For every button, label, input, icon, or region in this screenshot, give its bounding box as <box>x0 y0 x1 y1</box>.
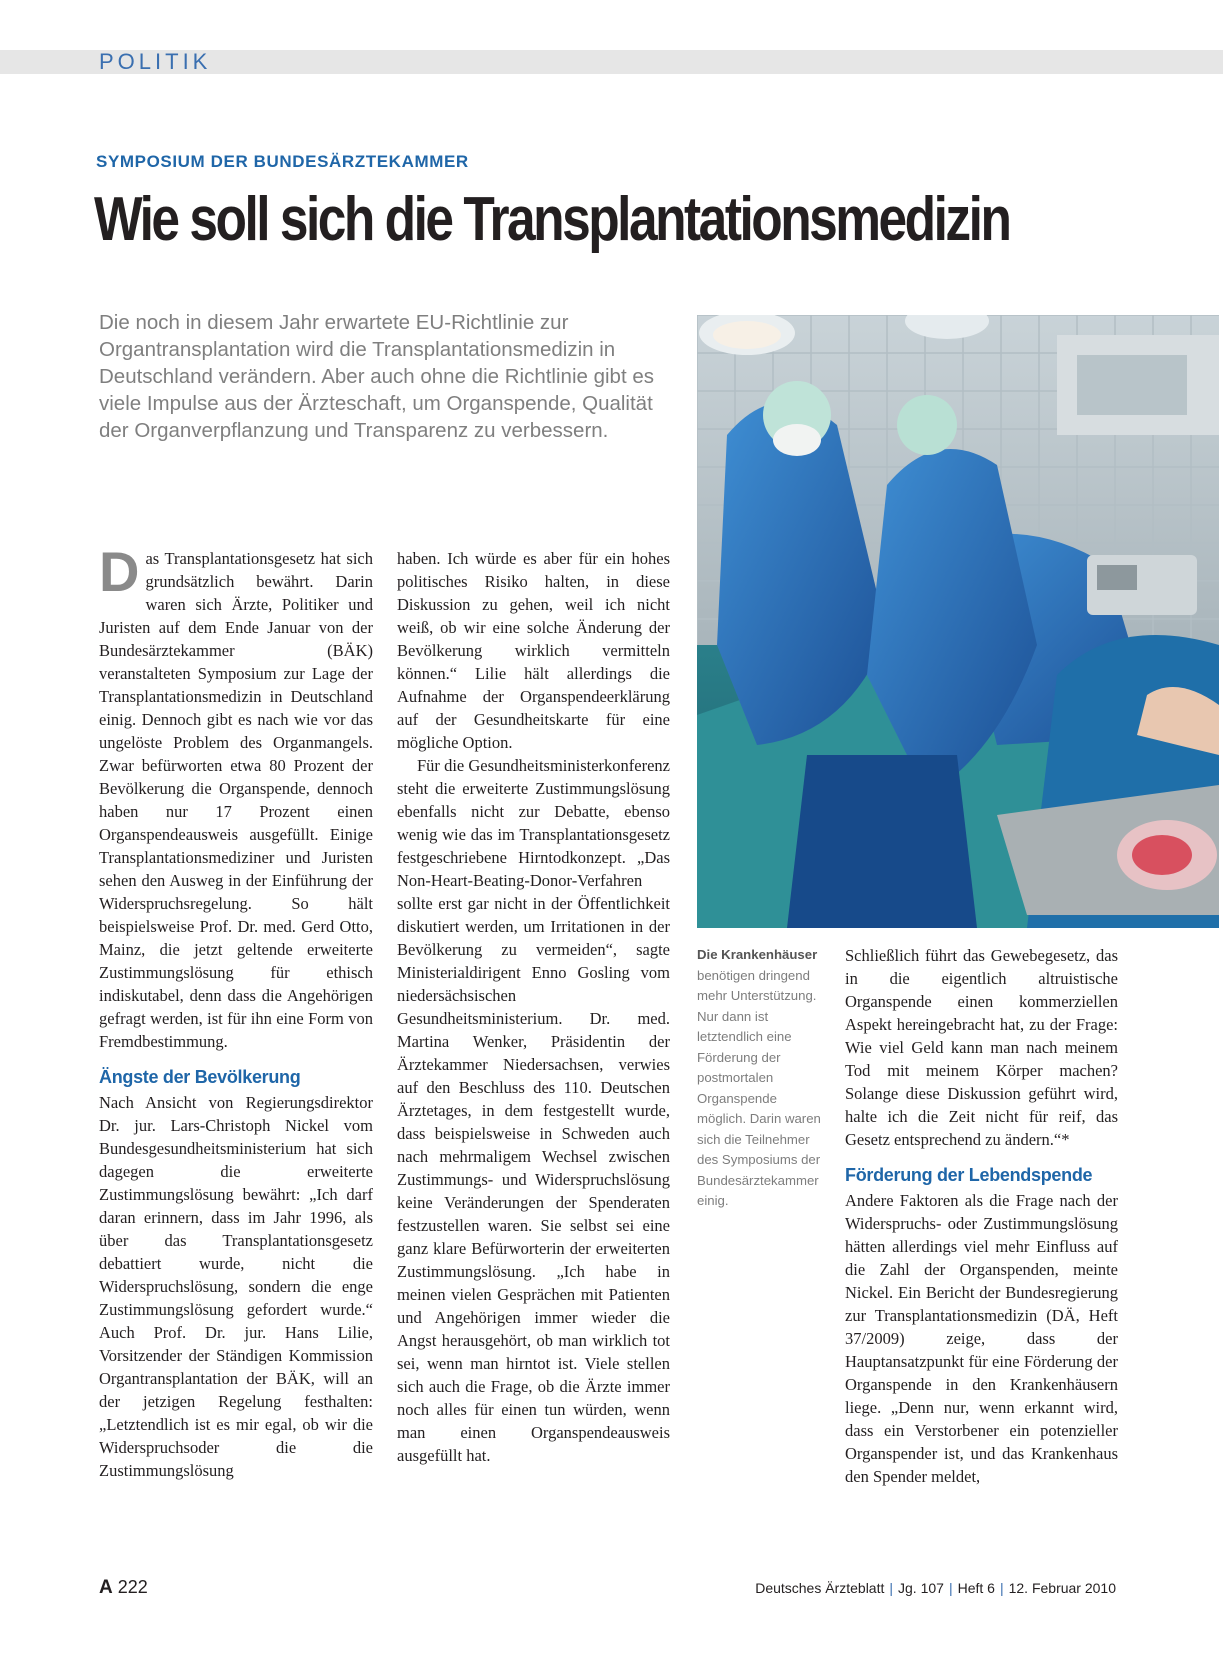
drop-cap: D <box>99 540 140 603</box>
subheading-aengste: Ängste der Bevölkerung <box>99 1067 301 1087</box>
subheading-lebendspende: Förderung der Lebendspende <box>845 1165 1093 1185</box>
article-paragraph: haben. Ich würde es aber für ein hohes politisches Risiko halten, in diese Diskussion zu gehen, weil ich nicht weiß, ob wir eine solche Änderung der Bevölkerung wirklich vermitteln können.“ Lilie hält allerdings die Aufnahme der Organspendeerklärung auf der Gesundheitskarte für eine mögliche Option. <box>397 549 670 752</box>
paragraph-text: as Transplantationsgesetz hat sich grundsätzlich bewährt. Darin waren sich Ärzte, Politiker und Juristen auf dem Ende Januar von der Bundesärztekammer (BÄK) veranstalteten Symposium zur Lage der Transplantationsmedizin in Deutschland einig. Dennoch gibt es nach wie vor das ungelöste Problem des Organmangels. Zwar befürworten etwa 80 Prozent der Bevölkerung die Organspende, dennoch haben nur 17 Prozent einen Organspendeausweis ausgefüllt. Einige Transplantationsmediziner und Juristen sehen den Ausweg in der Einführung der Widerspruchsregelung. So hält beispielsweise Prof. Dr. med. Gerd Otto, Mainz, die jetzt geltende erweiterte Zustimmungslösung für ethisch indiskutabel, denn dass die Angehörigen gefragt werden, ist für ihn eine Form von Fremdbestimmung. <box>99 549 373 1051</box>
separator: | <box>889 1580 894 1596</box>
publication-name: Deutsches Ärzteblatt <box>755 1580 885 1596</box>
article-kicker: SYMPOSIUM DER BUNDESÄRZTEKAMMER <box>96 152 469 171</box>
page-prefix: A <box>99 1577 113 1598</box>
article-column-1 <box>99 540 373 1482</box>
page-number-value: 222 <box>117 1577 148 1597</box>
issue-date: 12. Februar 2010 <box>1008 1580 1116 1596</box>
article-paragraph: Andere Faktoren als die Frage nach der Widerspruchs- oder Zustimmungslösung hätten allerdings viel mehr Einfluss auf die Zahl der Organspenden, meinte Nickel. Ein Bericht der Bundesregierung zur Transplantationsmedizin (DÄ, Heft 37/2009) zeige, dass der Hauptansatzpunkt für eine Förderung der Organspende in den Krankenhäusern liege. „Denn nur, wenn erkannt wird, dass ein Verstorbener ein potenzieller Organspender ist, und das Krankenhaus den Spender meldet, <box>845 1191 1118 1486</box>
publication-info <box>755 1580 1116 1596</box>
article-column-2 <box>397 547 670 1467</box>
separator: | <box>948 1580 953 1596</box>
caption-bold: Die Krankenhäuser <box>697 947 818 962</box>
surgery-photo <box>697 315 1219 928</box>
article-column-3 <box>845 944 1118 1488</box>
page-number <box>99 1577 148 1599</box>
article-paragraph: Für die Gesundheitsministerkonferenz steht die erweiterte Zustimmungslösung ebenfalls nicht zur Debatte, ebenso wenig wie das im Transplantationsgesetz festgeschriebene Hirntodkonzept. „Das Non-Heart-Beating-Donor-Verfahren sollte erst gar nicht in der Öffentlichkeit diskutiert werden, um Irritationen in der Bevölkerung zu vermeiden“, sagte Ministerialdirigent Enno Gosling vom niedersächsischen Gesundheitsministerium. Dr. med. Martina Wenker, Präsidentin der Ärztekammer Niedersachsen, verwies auf den Beschluss des 110. Deutschen Ärztetages, in dem festgestellt wurde, dass beispielsweise in Schweden auch nach mehrmaligem Wechsel zwischen Zustimmungs- und Widerspruchslösung keine Veränderungen der Spenderaten festzustellen waren. Sie selbst sei eine ganz klare Befürworterin der erweiterten Zustimmungslösung. „Ich habe in meinen vielen Gesprächen mit Patienten und Angehörigen immer wieder die Angst herausgehört, ob man wirklich tot sei, wenn man hirntot ist. Viele stellen sich auch die Frage, ob die Ärzte immer noch alles für einen tun würden, wenn man einen Organspendeausweis ausgefüllt hat. <box>397 756 670 1465</box>
article-paragraph: Nach Ansicht von Regierungsdirektor Dr. jur. Lars-Christoph Nickel vom Bundesgesundheitsministerium hat sich dagegen die erweiterte Zustimmungslösung bewährt: „Ich darf daran erinnern, dass im Jahr 1996, als über das Transplantationsgesetz debattiert wurde, nicht die Widerspruchslösung, sondern die enge Zustimmungslösung gefordert wurde.“ Auch Prof. Dr. jur. Hans Lilie, Vorsitzender der Ständigen Kommission Organtransplantation der BÄK, will an der jetzigen Regelung festhalten: „Letztendlich ist es mir egal, ob wir die Widerspruchsoder die die Zustimmungslösung <box>99 1093 373 1480</box>
volume: Jg. 107 <box>898 1580 944 1596</box>
photo-caption <box>697 945 827 1212</box>
section-label: POLITIK <box>99 49 212 74</box>
separator: | <box>999 1580 1004 1596</box>
article-paragraph <box>99 540 373 1053</box>
article-lead: Die noch in diesem Jahr erwartete EU-Richtlinie zur Organtransplantation wird die Transplantationsmedizin in Deutschland verändern. Aber auch ohne die Richtlinie gibt es viele Impulse aus der Ärzteschaft, um Organspende, Qualität der Organverpflanzung und Transparenz zu verbessern. <box>99 311 654 442</box>
caption-text: benötigen dringend mehr Unterstützung. Nur dann ist letztendlich eine Förderung der postmortalen Organspende möglich. Darin waren sich die Teilnehmer des Symposiums der Bundesärztekammer einig. <box>697 967 821 1208</box>
article-paragraph: Schließlich führt das Gewebegesetz, das in die eigentlich altruistische Organspende einen kommerziellen Aspekt hereingebracht hat, zu der Frage: Wie viel Geld kann man nach meinem Tod mit meinem Körper machen? Solange diese Diskussion geführt wird, halte ich die Zeit nicht für reif, das Gesetz entsprechend zu ändern.“* <box>845 946 1118 1149</box>
issue: Heft 6 <box>957 1580 995 1596</box>
article-headline: Wie soll sich die Transplantationsmedizin <box>94 185 1010 254</box>
